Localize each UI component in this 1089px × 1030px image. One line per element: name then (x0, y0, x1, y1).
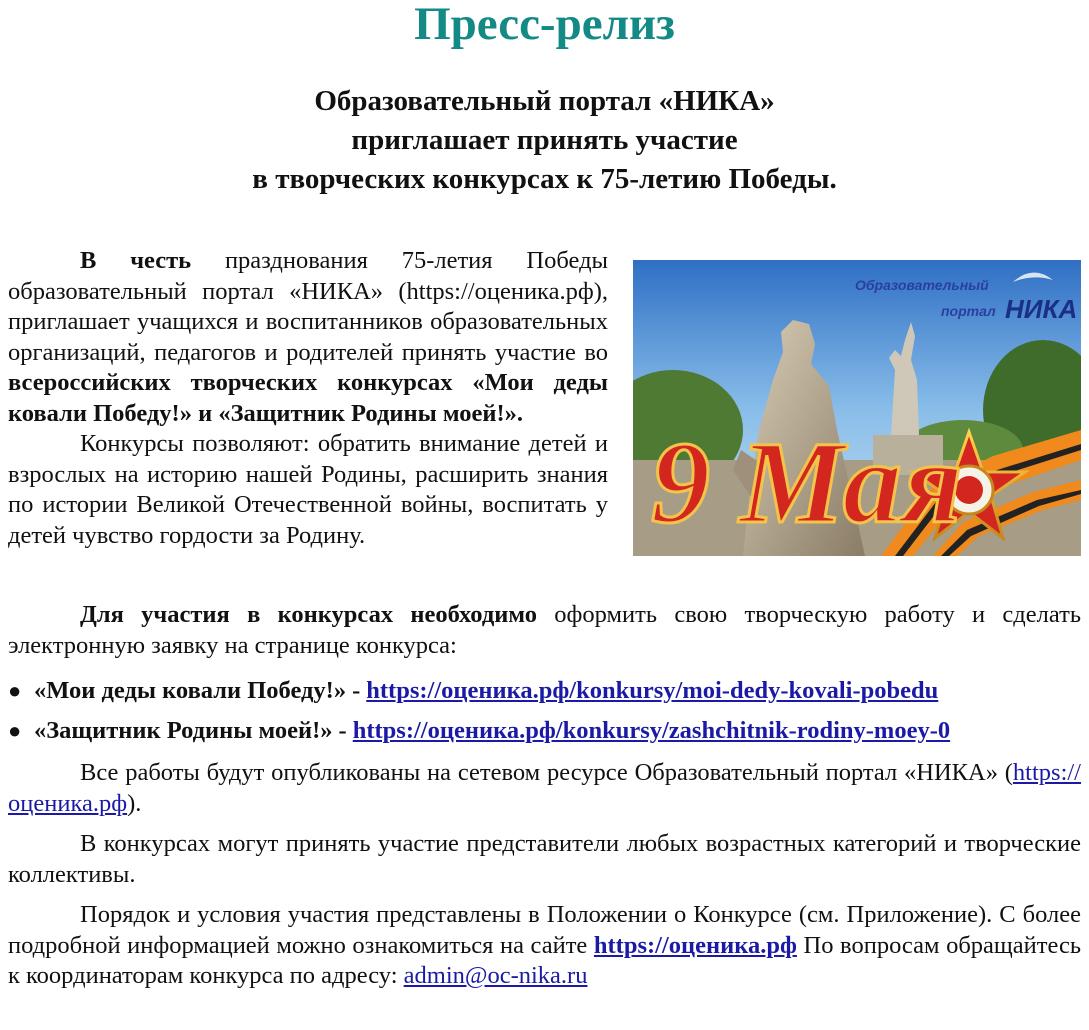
subtitle (8, 82, 1081, 199)
contest-link[interactable]: https://оценика.рф/konkursy/zashchitnik-rodiny-moey-0 (352, 717, 951, 744)
bullet-icon: ● (8, 678, 22, 703)
site-link[interactable]: https://оценика.рф (593, 931, 797, 959)
intro-body: празднования 75-летия Победы образовательный портал «НИКА» (https://оценика.рф), приглашает учащихся и воспитанников образовательных организаций, педагогов и родителей принять участие во (8, 247, 608, 366)
ages-text: В конкурсах могут принять участие представители любых возрастных категорий и творческие коллективы. (8, 830, 1081, 888)
participation-paragraph (8, 600, 1081, 661)
participation-lead: Для участия в конкурсах необходимо (80, 601, 537, 628)
intro-text (8, 246, 608, 551)
bullet-icon: ● (8, 718, 22, 743)
contest-separator: - (352, 677, 361, 704)
contest-name: «Мои деды ковали Победу!» (34, 677, 347, 704)
goals-text: Конкурсы позволяют: обратить внимание детей и взрослых на историю нашей Родины, расширить знания по истории Великой Отечественной войны, воспитать у детей чувство гордости за Родину. (8, 430, 608, 549)
intro-paragraph (8, 246, 608, 429)
order-text-2: По вопросам обращайтесь к координаторам конкурса по адресу: (8, 931, 1081, 989)
logo-brand: НИКА (1005, 294, 1078, 324)
contest-item (8, 676, 1081, 706)
published-end: ). (127, 789, 142, 817)
victory-day-image (633, 260, 1081, 556)
contest-separator: - (338, 717, 347, 744)
contest-name: «Защитник Родины моей!» (34, 717, 333, 744)
portal-link[interactable]: https://оценика.рф (8, 759, 1081, 817)
logo-text-line2: портал (941, 303, 996, 319)
intro-lead: В честь (80, 247, 192, 274)
contest-item (8, 716, 1081, 746)
published-paragraph (8, 758, 1081, 819)
ages-paragraph (8, 829, 1081, 890)
page-title: Пресс-релиз (414, 0, 675, 50)
subtitle-line-1: Образовательный портал «НИКА» (314, 85, 775, 117)
contest-list (8, 676, 1081, 756)
published-text: Все работы будут опубликованы на сетевом ресурсе Образовательный портал «НИКА» ( (80, 759, 1013, 786)
subtitle-line-2: приглашает принять участие (351, 124, 738, 156)
order-paragraph (8, 900, 1081, 992)
contest-link[interactable]: https://оценика.рф/konkursy/moi-dedy-kovali-pobedu (366, 677, 939, 704)
email-link[interactable]: admin@oc-nika.ru (403, 962, 588, 989)
date-digit: 9 Мая (651, 417, 963, 548)
participation-text: оформить свою творческую работу и сделать электронную заявку на странице конкурса: (8, 601, 1081, 659)
order-text-1: Порядок и условия участия представлены в Положении о Конкурсе (см. Приложение). С более подробной информацией можно ознакомиться на сайте (8, 901, 1081, 959)
goals-paragraph (8, 429, 608, 551)
contests-mention: всероссийских творческих конкурсах «Мои деды ковали Победу!» и «Защитник Родины моей!». (8, 369, 608, 427)
subtitle-line-3: в творческих конкурсах к 75-летию Победы. (252, 163, 837, 195)
logo-text-line1: Образовательный (855, 277, 989, 293)
